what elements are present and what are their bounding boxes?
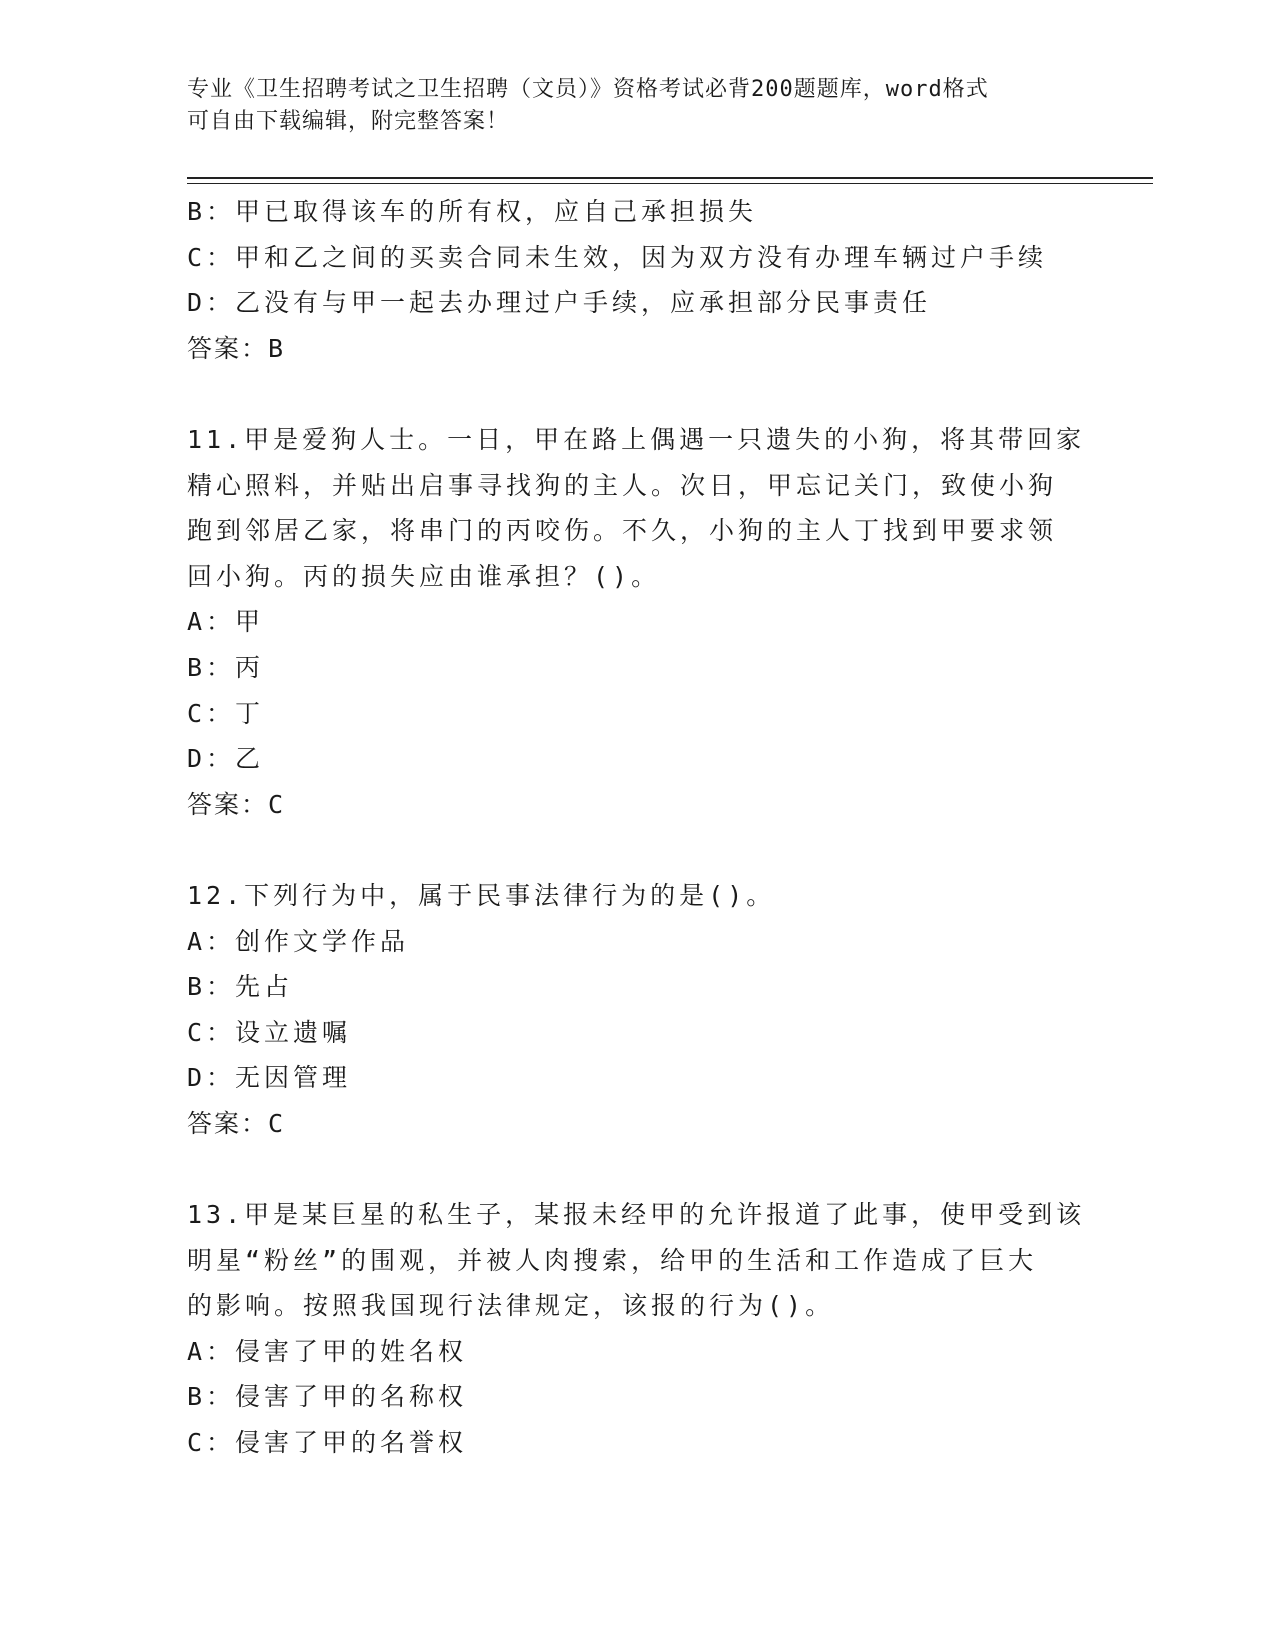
option-d: D：乙没有与甲一起去办理过户手续，应承担部分民事责任	[187, 288, 932, 318]
option-c: C：丁	[187, 698, 265, 728]
option-a: A：甲	[187, 607, 265, 637]
option-d: D：乙	[187, 744, 265, 774]
question-text-line: 的影响。按照我国现行法律规定，该报的行为()。	[187, 1291, 835, 1321]
answer: 答案：C	[187, 789, 286, 819]
question-text-line: 明星“粉丝”的围观，并被人肉搜索，给甲的生活和工作造成了巨大	[187, 1245, 1038, 1275]
question-text-line: 11.甲是爱狗人士。一日，甲在路上偶遇一只遗失的小狗，将其带回家	[187, 424, 1086, 454]
option-c: C：设立遗嘱	[187, 1017, 352, 1047]
header-line-2: 可自由下载编辑，附完整答案！	[187, 109, 510, 134]
question-13	[187, 1192, 1087, 1466]
option-b: B：侵害了甲的名称权	[187, 1382, 468, 1412]
header-divider-thin	[187, 183, 1153, 184]
answer: 答案：C	[187, 1108, 286, 1138]
option-a: A：侵害了甲的姓名权	[187, 1336, 468, 1366]
header-divider-thick	[187, 177, 1153, 179]
option-d: D：无因管理	[187, 1063, 352, 1093]
spacer	[187, 1146, 1087, 1192]
question-text-line: 13.甲是某巨星的私生子，某报未经甲的允许报道了此事，使甲受到该	[187, 1200, 1086, 1230]
question-text-line: 精心照料，并贴出启事寻找狗的主人。次日，甲忘记关门，致使小狗	[187, 470, 1058, 500]
question-11	[187, 417, 1087, 827]
question-text-line: 12.下列行为中，属于民事法律行为的是()。	[187, 880, 776, 910]
option-b: B：甲已取得该车的所有权，应自己承担损失	[187, 197, 758, 226]
question-text-line: 回小狗。丙的损失应由谁承担？()。	[187, 561, 661, 591]
option-c: C：侵害了甲的名誉权	[187, 1428, 468, 1458]
question-previous	[187, 189, 1087, 371]
document-header	[187, 74, 1067, 138]
option-c: C：甲和乙之间的买卖合同未生效，因为双方没有办理车辆过户手续	[187, 242, 1048, 272]
question-list	[187, 189, 1087, 1466]
header-line-1: 专业《卫生招聘考试之卫生招聘（文员）》资格考试必背200题题库，word格式	[187, 77, 989, 102]
answer: 答案：B	[187, 333, 286, 363]
question-text-line: 跑到邻居乙家，将串门的丙咬伤。不久，小狗的主人丁找到甲要求领	[187, 516, 1058, 546]
question-12	[187, 873, 1087, 1147]
option-a: A：创作文学作品	[187, 926, 410, 956]
spacer	[187, 371, 1087, 417]
option-b: B：丙	[187, 652, 265, 682]
spacer	[187, 827, 1087, 873]
option-b: B：先占	[187, 972, 294, 1002]
